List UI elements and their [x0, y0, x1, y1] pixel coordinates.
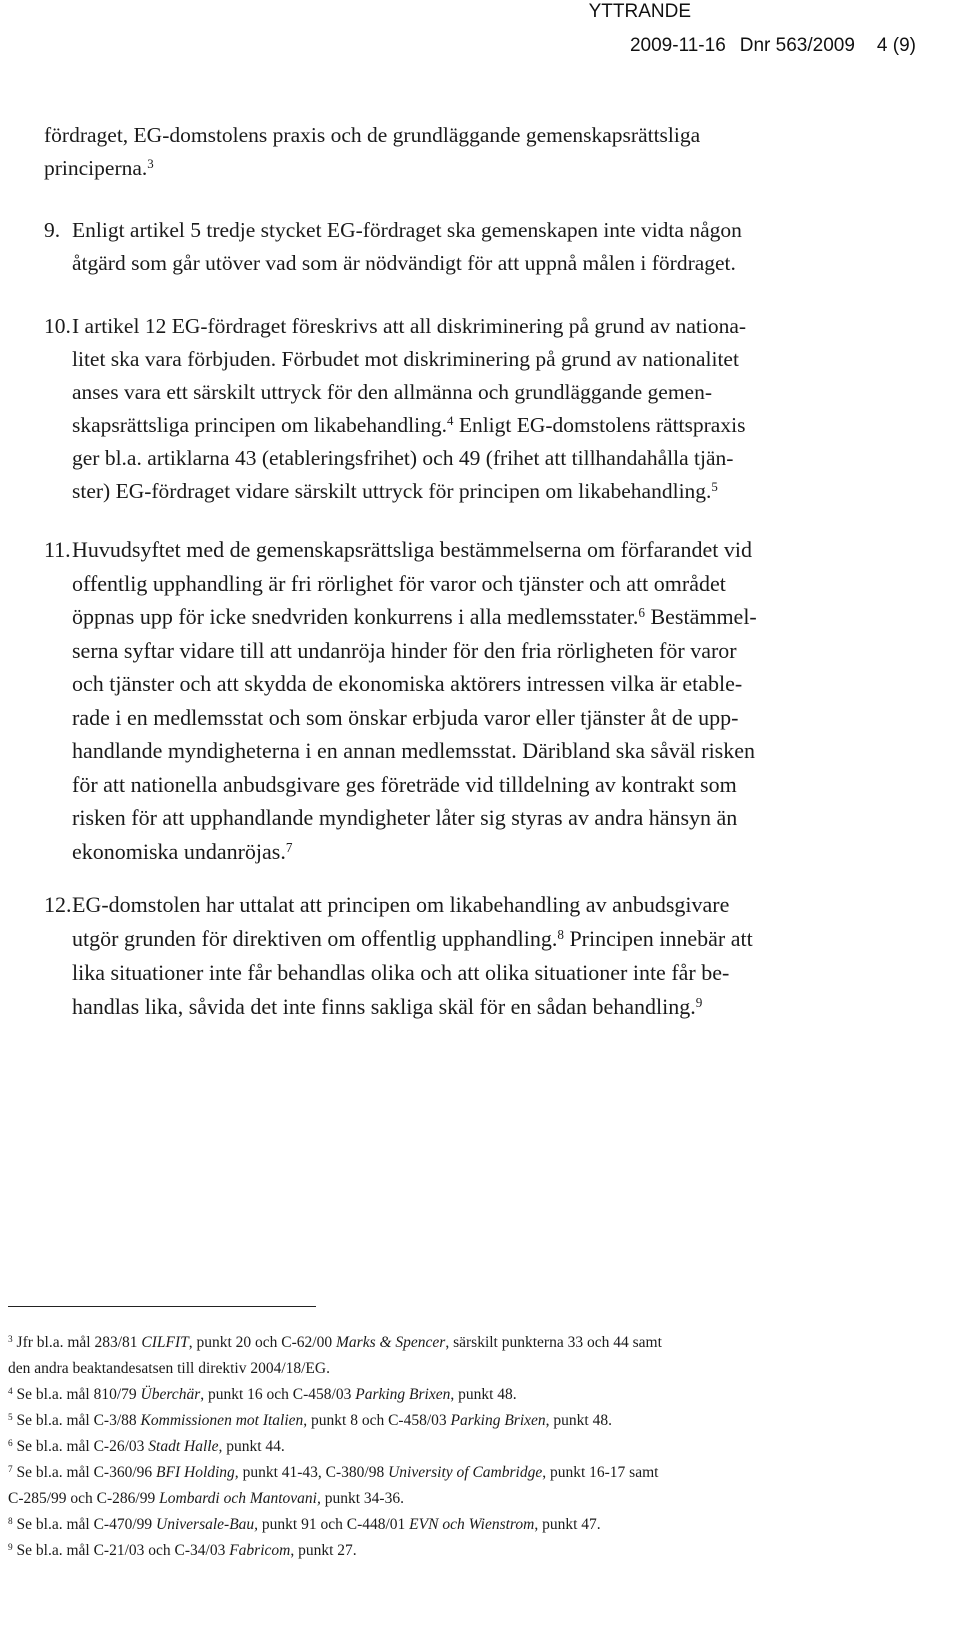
paragraph-number: 10.: [44, 314, 71, 338]
text-line: öppnas upp för icke snedvriden konkurrens i alla medlemsstater.$^6$ Bestämmel-: [72, 604, 757, 629]
text-line: 11.Huvudsyftet med de gemenskapsrättsliga bestämmelserna om förfarandet vid: [72, 533, 947, 567]
footnote-5: $^5$ Se bl.a. mål C-3/88 Kommissionen mot Italien, punkt 8 och C-458/03 Parking Brixen, punkt 48.: [8, 1412, 612, 1429]
text-line: offentlig upphandling är fri rörlighet för varor och tjänster och att området: [72, 570, 726, 596]
text-line: för att nationella anbudsgivare ges företräde vid tilldelning av kontrakt som: [72, 771, 737, 797]
footnote-9: $^9$ Se bl.a. mål C-21/03 och C-34/03 Fabricom, punkt 27.: [8, 1542, 357, 1559]
text-line: litet ska vara förbjuden. Förbudet mot diskriminering på grund av nationalitet: [72, 347, 739, 371]
document-date: 2009-11-16: [629, 35, 726, 56]
text-line: utgör grunden för direktiven om offentlig upphandling.$^8$ Principen innebär att: [72, 926, 753, 951]
text-line: handlas lika, såvida det inte finns sakliga skäl för en sådan behandling.$^9$: [72, 994, 703, 1019]
document-meta-line: [630, 35, 916, 57]
text-line: 9. Enligt artikel 5 tredje stycket EG-fördraget ska gemenskapen inte vidta någon: [72, 214, 947, 247]
text-line: lika situationer inte får behandlas olika och att olika situationer inte får be-: [72, 960, 730, 985]
footnote-4: $^4$ Se bl.a. mål 810/79 Überchär, punkt 16 och C-458/03 Parking Brixen, punkt 48.: [8, 1386, 517, 1403]
text-line: anses vara ett särskilt uttryck för den allmänna och grundläggande gemen-: [72, 380, 712, 404]
footnote-7-cont: C-285/99 och C-286/99 Lombardi och Mantovani, punkt 34-36.: [8, 1490, 404, 1507]
footnote-ref[interactable]: 9: [695, 994, 703, 1010]
text-line: serna syftar vidare till att undanröja hinder för den fria rörligheten för varor: [72, 637, 737, 663]
footnote-3-cont: den andra beaktandesatsen till direktiv 2004/18/EG.: [8, 1360, 330, 1377]
text-line: ster) EG-fördraget vidare särskilt uttryck för principen om likabehandling.$^5$: [72, 479, 718, 503]
text-line: risken för att upphandlande myndigheter låter sig styras av andra hänsyn än: [72, 805, 738, 830]
text-line: rade i en medlemsstat och som önskar erbjuda varor eller tjänster åt de upp-: [72, 704, 739, 730]
paragraph-12: [44, 888, 947, 1024]
footnote-ref[interactable]: 5: [711, 479, 718, 494]
text-line: skapsrättsliga principen om likabehandling.$^4$ Enligt EG-domstolens rättspraxis: [72, 413, 746, 437]
footnote-3: $^3$ Jfr bl.a. mål 283/81 CILFIT, punkt 20 och C-62/00 Marks & Spencer, särskilt punkterna 33 och 44 samt: [8, 1334, 662, 1351]
document-dnr: Dnr 563/2009: [739, 35, 855, 56]
footnote-ref[interactable]: 7: [285, 839, 293, 855]
footnote-separator: [8, 1306, 316, 1307]
paragraph-10: [44, 310, 947, 508]
footnote-8: $^8$ Se bl.a. mål C-470/99 Universale-Bau, punkt 91 och C-448/01 EVN och Wienstrom, punkt 47.: [8, 1516, 601, 1533]
paragraph-11: [44, 533, 947, 868]
footnote-ref[interactable]: 4: [446, 413, 454, 428]
document-type: YTTRANDE: [588, 1, 691, 22]
paragraph-9: [44, 214, 947, 280]
footnote-6: $^6$ Se bl.a. mål C-26/03 Stadt Halle, punkt 44.: [8, 1438, 285, 1455]
text-line: och tjänster och att skydda de ekonomiska aktörers intressen vilka är etable-: [72, 671, 743, 696]
text-line: ger bl.a. artiklarna 43 (etableringsfrihet) och 49 (frihet att tillhandahålla tjän-: [72, 446, 734, 470]
text-line: 12.EG-domstolen har uttalat att principen om likabehandling av anbudsgivare: [72, 888, 947, 922]
paragraph-continuation: [44, 119, 919, 185]
footnote-ref[interactable]: 6: [638, 604, 645, 620]
paragraph-number: 11.: [44, 537, 71, 562]
page-number: 4 (9): [876, 35, 916, 56]
footnote-ref[interactable]: 3: [147, 156, 154, 171]
text-line: fördraget, EG-domstolens praxis och de grundläggande gemenskapsrättsliga: [44, 123, 701, 147]
text-line: åtgärd som går utöver vad som är nödvändigt för att uppnå målen i fördraget.: [72, 251, 736, 275]
footnote-7: $^7$ Se bl.a. mål C-360/96 BFI Holding, punkt 41-43, C-380/98 University of Cambridge, punkt 16-17 samt: [8, 1464, 659, 1481]
paragraph-number: 12.: [44, 892, 72, 917]
text-line: principerna.$^3$: [44, 156, 154, 180]
text-line: handlande myndigheterna i en annan medlemsstat. Däribland ska såväl risken: [72, 738, 756, 763]
footnote-list: [8, 1330, 948, 1564]
text-line: ekonomiska undanröjas.$^7$: [72, 838, 293, 864]
text-line: 10.I artikel 12 EG-fördraget föreskrivs att all diskriminering på grund av nationa-: [72, 310, 947, 343]
footnote-ref[interactable]: 8: [557, 926, 564, 942]
paragraph-number: 9.: [44, 218, 61, 242]
